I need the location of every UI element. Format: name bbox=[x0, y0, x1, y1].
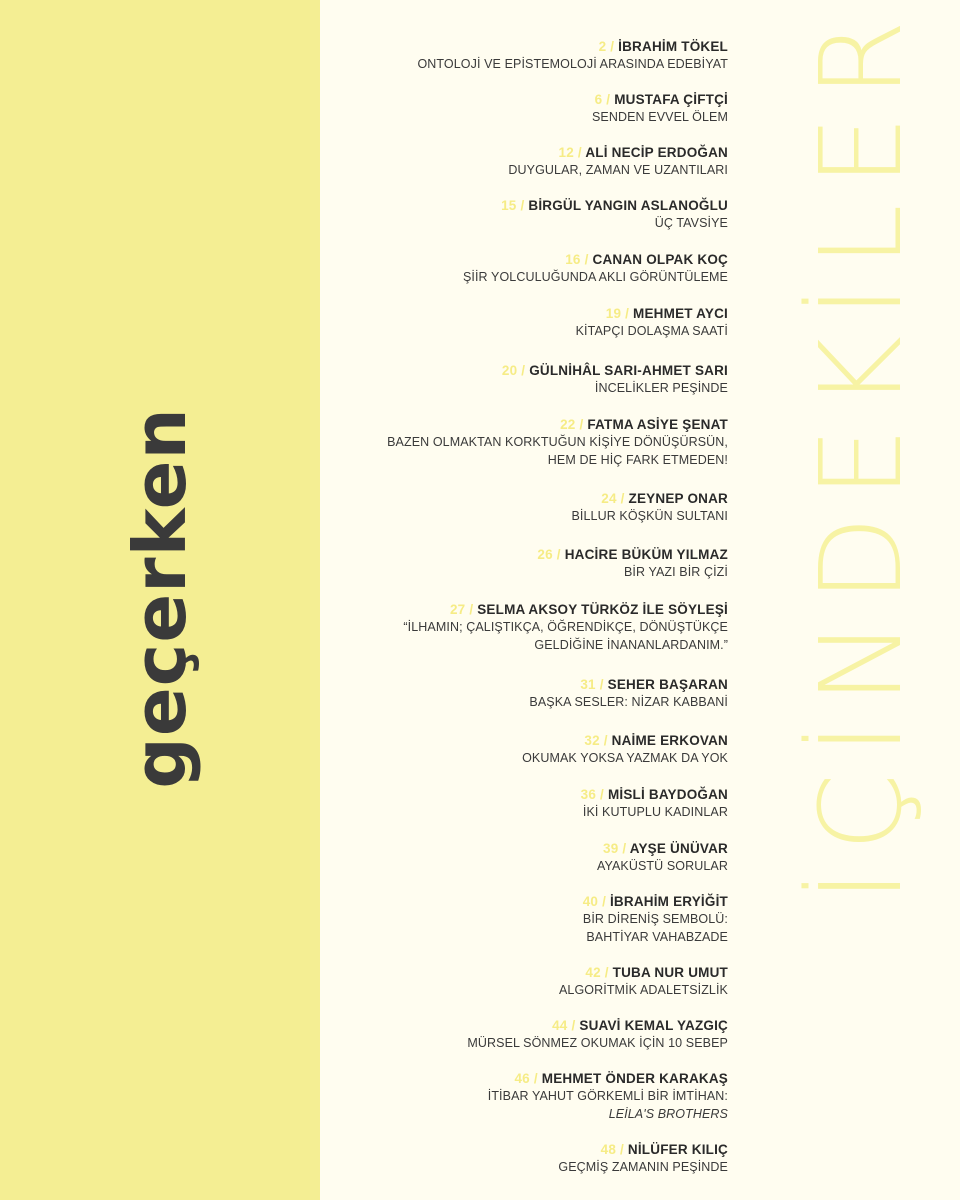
toc-entry bbox=[288, 91, 728, 126]
article-title-line-2: LEİLA'S BROTHERS bbox=[608, 1107, 728, 1121]
article-title: MÜRSEL SÖNMEZ OKUMAK İÇİN 10 SEBEP bbox=[467, 1036, 728, 1050]
toc-entry-heading bbox=[288, 732, 728, 749]
article-title: İTİBAR YAHUT GÖRKEMLİ BİR İMTİHAN: bbox=[487, 1089, 728, 1103]
toc-entry-heading bbox=[288, 144, 728, 161]
author-name: MİSLİ BAYDOĞAN bbox=[607, 787, 728, 802]
toc-entry bbox=[288, 197, 728, 232]
toc-entry-heading bbox=[288, 197, 728, 214]
author-name: MEHMET AYCI bbox=[633, 306, 728, 321]
toc-entry-heading bbox=[288, 546, 728, 563]
article-title: ALGORİTMİK ADALETSİZLİK bbox=[558, 983, 728, 997]
author-name: TUBA NUR UMUT bbox=[612, 965, 728, 980]
author-name: MUSTAFA ÇİFTÇİ bbox=[614, 92, 728, 107]
brand-logo: geçerken bbox=[118, 407, 202, 789]
author-name: İBRAHİM ERYİĞİT bbox=[609, 894, 728, 909]
section-title: İÇİNDEKİLER bbox=[797, 1, 927, 903]
separator-slash: / bbox=[602, 894, 607, 909]
toc-entry bbox=[288, 893, 728, 946]
page-number: 27 bbox=[449, 602, 466, 617]
toc-entry bbox=[288, 305, 728, 340]
toc-entry bbox=[288, 732, 728, 767]
page-number: 15 bbox=[501, 198, 517, 213]
toc-entry-heading bbox=[288, 840, 728, 857]
toc-entry bbox=[288, 964, 728, 999]
separator-slash: / bbox=[584, 252, 589, 267]
author-name: MEHMET ÖNDER KARAKAŞ bbox=[541, 1071, 728, 1086]
separator-slash: / bbox=[533, 1071, 538, 1086]
article-title-line-2: HEM DE HİÇ FARK ETMEDEN! bbox=[547, 453, 728, 467]
toc-entry bbox=[288, 1141, 728, 1176]
page-number: 40 bbox=[582, 894, 599, 909]
toc-entry bbox=[288, 546, 728, 581]
author-name: ZEYNEP ONAR bbox=[628, 491, 728, 506]
toc-entry bbox=[288, 490, 728, 525]
toc-entry bbox=[288, 1017, 728, 1052]
article-title: OKUMAK YOKSA YAZMAK DA YOK bbox=[522, 751, 728, 765]
separator-slash: / bbox=[604, 965, 609, 980]
separator-slash: / bbox=[622, 841, 627, 856]
separator-slash: / bbox=[625, 306, 630, 321]
sidebar-panel bbox=[0, 0, 320, 1200]
toc-entry-heading bbox=[288, 1141, 728, 1158]
toc-entry-heading bbox=[288, 786, 728, 803]
separator-slash: / bbox=[620, 1142, 624, 1157]
separator-slash: / bbox=[600, 787, 604, 802]
toc-entry-heading bbox=[288, 964, 728, 981]
author-name: CANAN OLPAK KOÇ bbox=[592, 252, 728, 267]
page-number: 2 bbox=[598, 39, 607, 54]
article-title: BİLLUR KÖŞKÜN SULTANI bbox=[571, 509, 728, 523]
author-name: NİLÜFER KILIÇ bbox=[627, 1142, 728, 1157]
article-title: BİR YAZI BİR ÇİZİ bbox=[623, 565, 728, 579]
toc-entry bbox=[288, 1070, 728, 1123]
page-number: 20 bbox=[501, 363, 518, 378]
toc-entry-heading bbox=[288, 601, 728, 618]
page-number: 46 bbox=[514, 1071, 530, 1086]
toc-entry-heading bbox=[288, 1017, 728, 1034]
article-title: “İLHAMIN; ÇALIŞTIKÇA, ÖĞRENDİKÇE, DÖNÜŞTÜKÇE bbox=[403, 620, 728, 634]
page-number: 42 bbox=[585, 965, 601, 980]
article-title: İNCELİKLER PEŞİNDE bbox=[594, 381, 728, 395]
separator-slash: / bbox=[610, 39, 615, 54]
author-name: HACİRE BÜKÜM YILMAZ bbox=[564, 547, 728, 562]
toc-entry bbox=[288, 251, 728, 286]
author-name: ALİ NECİP ERDOĞAN bbox=[585, 145, 728, 160]
separator-slash: / bbox=[556, 547, 561, 562]
toc-entry bbox=[288, 786, 728, 821]
page-number: 39 bbox=[602, 841, 619, 856]
page-number: 6 bbox=[594, 92, 603, 107]
page-number: 12 bbox=[558, 145, 574, 160]
toc-entry-heading bbox=[288, 362, 728, 379]
article-title: GEÇMİŞ ZAMANIN PEŞİNDE bbox=[558, 1160, 728, 1174]
article-title: DUYGULAR, ZAMAN VE UZANTILARI bbox=[508, 163, 728, 177]
article-title-line-2: GELDİĞİNE İNANANLARDANIM.” bbox=[534, 638, 728, 652]
page-number: 22 bbox=[560, 417, 576, 432]
author-name: SELMA AKSOY TÜRKÖZ İLE SÖYLEŞİ bbox=[477, 602, 728, 617]
article-title: ÜÇ TAVSİYE bbox=[654, 216, 728, 230]
toc-entry-heading bbox=[288, 490, 728, 507]
separator-slash: / bbox=[521, 363, 526, 378]
page-number: 24 bbox=[601, 491, 617, 506]
author-name: İBRAHİM TÖKEL bbox=[618, 39, 728, 54]
article-title: İKİ KUTUPLU KADINLAR bbox=[582, 805, 728, 819]
separator-slash: / bbox=[606, 92, 611, 107]
toc-entry-heading bbox=[288, 38, 728, 55]
page-number: 44 bbox=[552, 1018, 568, 1033]
article-title: AYAKÜSTÜ SORULAR bbox=[596, 859, 728, 873]
page-number: 36 bbox=[580, 787, 597, 802]
separator-slash: / bbox=[603, 733, 608, 748]
toc-entry-heading bbox=[288, 1070, 728, 1087]
article-title: BAZEN OLMAKTAN KORKTUĞUN KİŞİYE DÖNÜŞÜRSÜN, bbox=[387, 435, 728, 449]
article-title-line-2: BAHTİYAR VAHABZADE bbox=[586, 930, 728, 944]
author-name: AYŞE ÜNÜVAR bbox=[629, 841, 728, 856]
toc-entry bbox=[288, 840, 728, 875]
toc-entry bbox=[288, 416, 728, 469]
separator-slash: / bbox=[520, 198, 525, 213]
toc-entry bbox=[288, 676, 728, 711]
article-title: ONTOLOJİ VE EPİSTEMOLOJİ ARASINDA EDEBİYAT bbox=[417, 57, 728, 71]
author-name: BİRGÜL YANGIN ASLANOĞLU bbox=[528, 198, 728, 213]
page-number: 31 bbox=[580, 677, 596, 692]
toc-entry-heading bbox=[288, 91, 728, 108]
article-title: SENDEN EVVEL ÖLEM bbox=[591, 110, 728, 124]
page-number: 32 bbox=[584, 733, 600, 748]
toc-entry bbox=[288, 362, 728, 397]
author-name: SUAVİ KEMAL YAZGIÇ bbox=[579, 1018, 728, 1033]
separator-slash: / bbox=[599, 677, 604, 692]
author-name: SEHER BAŞARAN bbox=[607, 677, 728, 692]
toc-entry-heading bbox=[288, 893, 728, 910]
author-name: GÜLNİHÂL SARI-AHMET SARI bbox=[529, 363, 728, 378]
page-number: 16 bbox=[565, 252, 581, 267]
toc-entry bbox=[288, 144, 728, 179]
toc-entry bbox=[288, 38, 728, 73]
toc-entry bbox=[288, 601, 728, 654]
page-number: 48 bbox=[600, 1142, 617, 1157]
page-number: 26 bbox=[537, 547, 553, 562]
separator-slash: / bbox=[571, 1018, 576, 1033]
page-number: 19 bbox=[605, 306, 622, 321]
separator-slash: / bbox=[577, 145, 582, 160]
toc-entry-heading bbox=[288, 251, 728, 268]
separator-slash: / bbox=[469, 602, 474, 617]
separator-slash: / bbox=[620, 491, 625, 506]
toc-entry-heading bbox=[288, 676, 728, 693]
article-title: ŞİİR YOLCULUĞUNDA AKLI GÖRÜNTÜLEME bbox=[462, 270, 728, 284]
toc-entry-heading bbox=[288, 416, 728, 433]
article-title: KİTAPÇI DOLAŞMA SAATİ bbox=[575, 324, 728, 338]
separator-slash: / bbox=[579, 417, 584, 432]
author-name: FATMA ASİYE ŞENAT bbox=[587, 417, 728, 432]
article-title: BİR DİRENİŞ SEMBOLÜ: bbox=[582, 912, 728, 926]
author-name: NAİME ERKOVAN bbox=[611, 733, 728, 748]
toc-entry-heading bbox=[288, 305, 728, 322]
article-title: BAŞKA SESLER: NİZAR KABBANİ bbox=[529, 695, 728, 709]
